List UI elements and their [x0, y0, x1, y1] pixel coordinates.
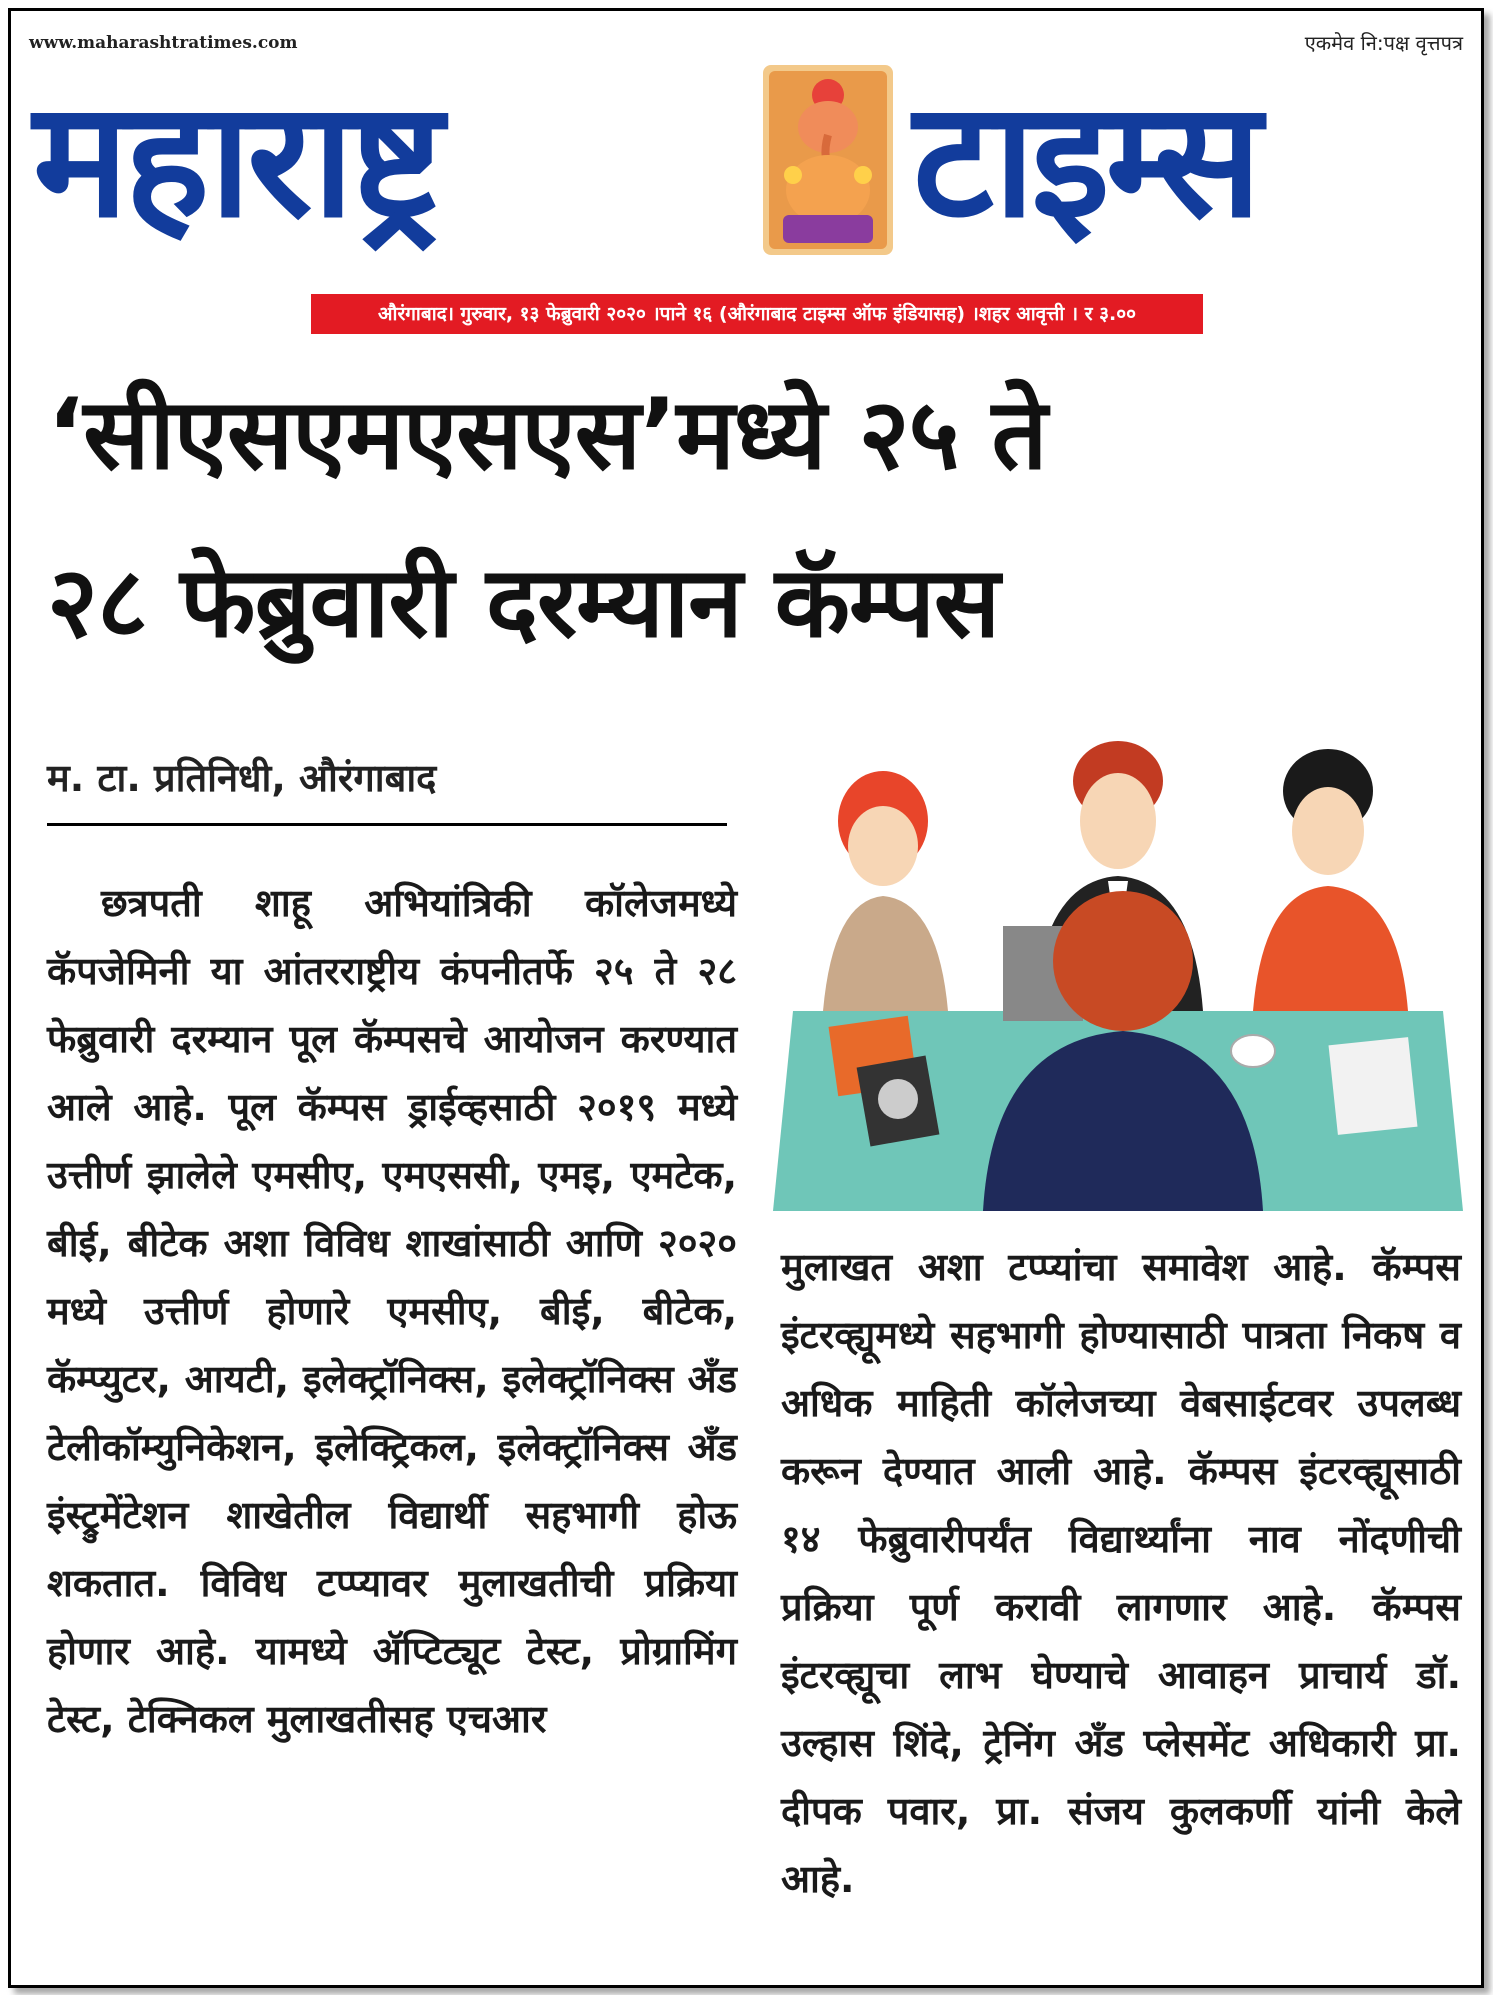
masthead	[33, 55, 1463, 285]
ganesh-idol-icon	[763, 65, 893, 255]
tagline: एकमेव नि:पक्ष वृत्तपत्र	[1304, 31, 1463, 55]
article-column-1	[47, 869, 737, 1753]
column-2-text: मुलाखत अशा टप्प्यांचा समावेश आहे. कॅम्पस इंटरव्ह्यूमध्ये सहभागी होण्यासाठी पात्रता निकष व अधिक माहिती कॉलेजच्या वेबसाईटवर उपलब्ध करून देण्यात आली आहे. कॅम्पस इंटरव्ह्यूसाठी १४ फेब्रुवारीपर्यंत विद्यार्थ्यांना नाव नोंदणीची प्रक्रिया पूर्ण करावी लागणार आहे. कॅम्पस इंटरव्ह्यूचा लाभ घेण्याचे आवाहन प्राचार्य डॉ. उल्हास शिंदे, ट्रेनिंग अँड प्लेसमेंट अधिकारी प्रा. दीपक पवार, प्रा. संजय कुलकर्णी यांनी केले आहे.	[781, 1245, 1461, 1901]
newspaper-clipping	[8, 8, 1484, 1988]
masthead-title-right: टाइम्स	[913, 66, 1258, 253]
byline: म. टा. प्रतिनिधी, औरंगाबाद	[47, 756, 437, 800]
column-1-text: छत्रपती शाहू अभियांत्रिकी कॉलेजमध्ये कॅपजेमिनी या आंतरराष्ट्रीय कंपनीतर्फे २५ ते २८ फेब्रुवारी दरम्यान पूल कॅम्पसचे आयोजन करण्यात आले आहे. पूल कॅम्पस ड्राईव्हसाठी २०१९ मध्ये उत्तीर्ण झालेले एमसीए, एमएससी, एमइ, एमटेक, बीई, बीटेक अशा विविध शाखांसाठी आणि २०२० मध्ये उत्तीर्ण होणारे एमसीए, बीई, बीटेक, कॅम्प्युटर, आयटी, इलेक्ट्रॉनिक्स, इलेक्ट्रॉनिक्स अँड टेलीकॉम्युनिकेशन, इलेक्ट्रिकल, इलेक्ट्रॉनिक्स अँड इंस्ट्रुमेंटेशन शाखेतील विद्यार्थी सहभागी होऊ शकतात. विविध टप्प्यावर मुलाखतीची प्रक्रिया होणार आहे. यामध्ये ॲप्टिट्यूट टेस्ट, प्रोग्रामिंग टेस्ट, टेक्निकल मुलाखतीसह एचआर	[47, 881, 737, 1741]
interview-panel-illustration	[773, 711, 1463, 1211]
website-url: www.maharashtratimes.com	[29, 33, 298, 53]
headline-line-2: २८ फेब्रुवारी दरम्यान कॅम्पस	[47, 546, 1000, 660]
byline-divider	[47, 823, 727, 826]
headline	[47, 351, 1467, 687]
headline-line-1: ‘सीएसएमएसएस’मध्ये २५ ते	[47, 378, 1047, 492]
masthead-title-left: महाराष्ट्र	[33, 66, 440, 253]
article-column-2	[781, 1233, 1461, 1913]
dateline-bar: औरंगाबाद। गुरुवार, १३ फेब्रुवारी २०२० ।पाने १६ (औरंगाबाद टाइम्स ऑफ इंडियासह) ।शहर आवृत्ती । र ३.००	[311, 294, 1203, 334]
